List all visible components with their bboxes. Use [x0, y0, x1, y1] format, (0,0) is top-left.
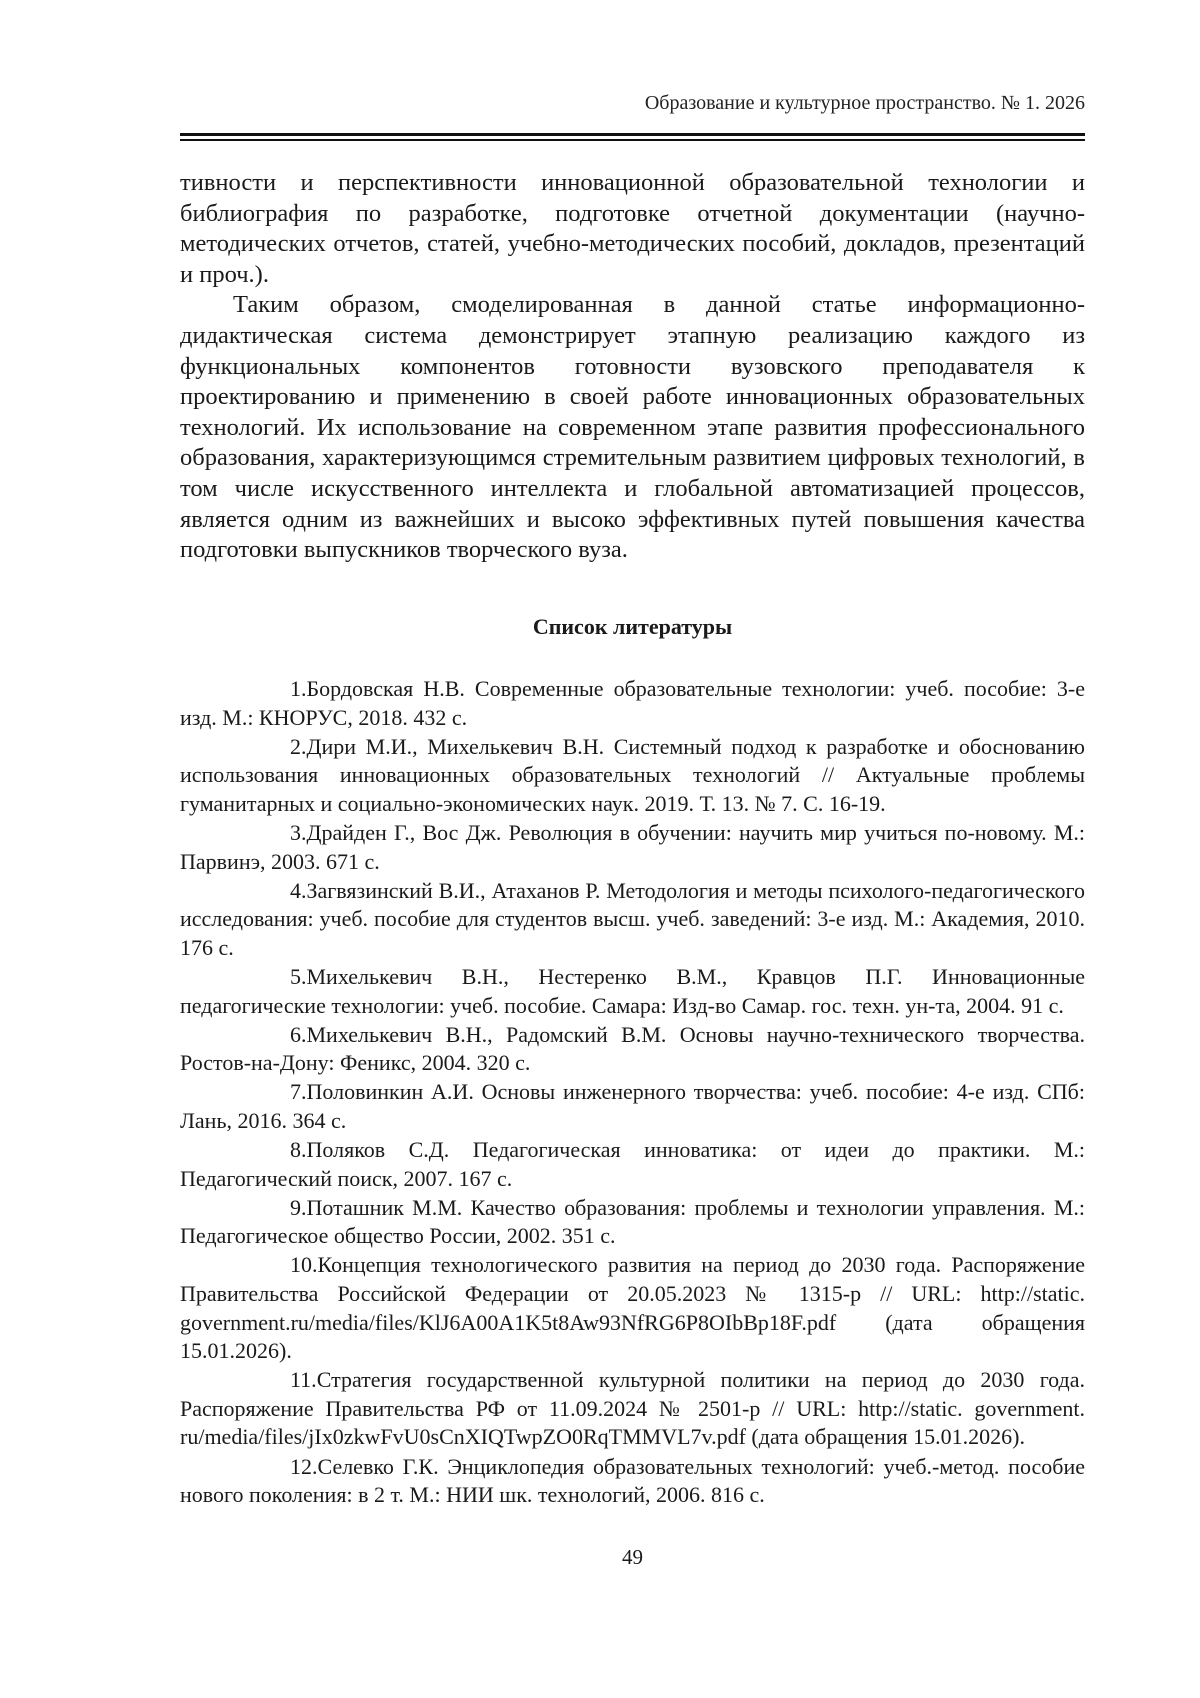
reference-item	[180, 1251, 1085, 1365]
reference-text: Михелькевич В.Н., Радомский В.М. Основы научно-технического творчества. Ростов-на-Дону: Феникс, 2004. 320 с.	[180, 1021, 1085, 1076]
body-paragraph: Таким образом, смоделированная в данной статье информационно-дидактическая система демонстрирует этапную реализацию каждого из функциональных компонентов готовности вузовского преподавателя к проектированию и применению в своей работе инновационных образовательных технологий. Их использование на современном этапе развития профессионального образования, характеризующимся стремительным развитием цифровых технологий, в том числе искусственного интеллекта и глобальной автоматизацией процессов, является одним из важнейших и высоко эффективных путей повышения качества подготовки выпускников творческого вуза.	[180, 291, 1085, 564]
reference-number: 7.	[290, 1079, 307, 1105]
reference-number: 5.	[290, 963, 307, 989]
reference-text: Дири М.И., Михелькевич В.Н. Системный подход к разработке и обоснованию использования инновационных образовательных технологий // Актуальные проблемы гуманитарных и социально-экономических наук. 2019. Т. 13. № 7. С. 16-19.	[180, 733, 1085, 816]
article-body	[180, 168, 1085, 566]
reference-text: Селевко Г.К. Энциклопедия образовательных технологий: учеб.-метод. пособие нового поколения: в 2 т. М.: НИИ шк. технологий, 2006. 816 с.	[180, 1453, 1085, 1508]
reference-number: 8.	[290, 1137, 307, 1162]
reference-text: Стратегия государственной культурной политики на период до 2030 года. Распоряжение Правительства РФ от 11.09.2024 № 2501-р // URL: http://static. government. ru/media/files/jIx0zkwFvU0sCnXIQTwpZO0RqTMMVL7v.pdf (дата обращения 15.01.2026).	[180, 1367, 1085, 1450]
reference-item	[180, 1078, 1085, 1135]
reference-item	[180, 877, 1085, 963]
reference-number: 9.	[290, 1194, 307, 1220]
reference-number: 4.	[290, 877, 307, 903]
reference-item	[180, 1453, 1085, 1510]
body-paragraph: тивности и перспективности инновационной образовательной технологии и библиография по разработке, подготовке отчетной документации (научно-методических отчетов, статей, учебно-методических пособий, докладов, презентаций и проч.).	[180, 169, 1085, 288]
reference-number: 1.	[290, 676, 307, 701]
reference-item	[180, 963, 1085, 1020]
reference-text: Михелькевич В.Н., Нестеренко В.М., Кравцов П.Г. Инновационные педагогические технологии: учеб. пособие. Самара: Изд-во Самар. гос. техн. ун-та, 2004. 91 с.	[180, 963, 1085, 1018]
reference-number: 12.	[290, 1453, 318, 1479]
reference-number: 3.	[290, 819, 307, 845]
reference-item	[180, 675, 1085, 732]
reference-item	[180, 1021, 1085, 1078]
header-rule-thick	[180, 133, 1085, 136]
reference-number: 11.	[290, 1367, 317, 1393]
header-rule-thin	[180, 139, 1085, 141]
reference-text: Концепция технологического развития на период до 2030 года. Распоряжение Правительства Российской Федерации от 20.05.2023 № 1315-р // URL: http://static. government.ru/media/files/KlJ6A00A1K5t8Aw93NfRG6P8OIbBp18F.pdf (дата обращения 15.01.2026).	[180, 1252, 1085, 1364]
reference-item	[180, 1136, 1085, 1193]
reference-text: Бордовская Н.В. Современные образовательные технологии: учеб. пособие: 3-е изд. М.: КНОРУС, 2018. 432 с.	[180, 676, 1085, 730]
page-number: 49	[622, 1545, 643, 1569]
reference-text: Поташник М.М. Качество образования: проблемы и технологии управления. М.: Педагогическое общество России, 2002. 351 с.	[180, 1194, 1085, 1249]
reference-text: Загвязинский В.И., Атаханов Р. Методология и методы психолого-педагогического исследования: учеб. пособие для студентов высш. учеб. заведений: 3-е изд. М.: Академия, 2010. 176 с.	[180, 877, 1085, 960]
reference-text: Поляков С.Д. Педагогическая инноватика: от идеи до практики. М.: Педагогический поиск, 2007. 167 с.	[180, 1137, 1085, 1191]
reference-item	[180, 1194, 1085, 1251]
reference-item	[180, 819, 1085, 876]
reference-number: 6.	[290, 1021, 307, 1047]
reference-item	[180, 1366, 1085, 1452]
running-header: Образование и культурное пространство. № 1. 2026	[644, 92, 1085, 114]
reference-text: Драйден Г., Вос Дж. Революция в обучении: научить мир учиться по-новому. М.: Парвинэ, 2003. 671 с.	[180, 819, 1085, 874]
references-list	[180, 675, 1085, 1510]
references-title: Список литературы	[532, 614, 733, 639]
reference-number: 10.	[290, 1252, 318, 1278]
reference-number: 2.	[290, 733, 307, 759]
reference-item	[180, 733, 1085, 819]
reference-text: Половинкин А.И. Основы инженерного творчества: учеб. пособие: 4-е изд. СПб: Лань, 2016. 364 с.	[180, 1079, 1085, 1133]
